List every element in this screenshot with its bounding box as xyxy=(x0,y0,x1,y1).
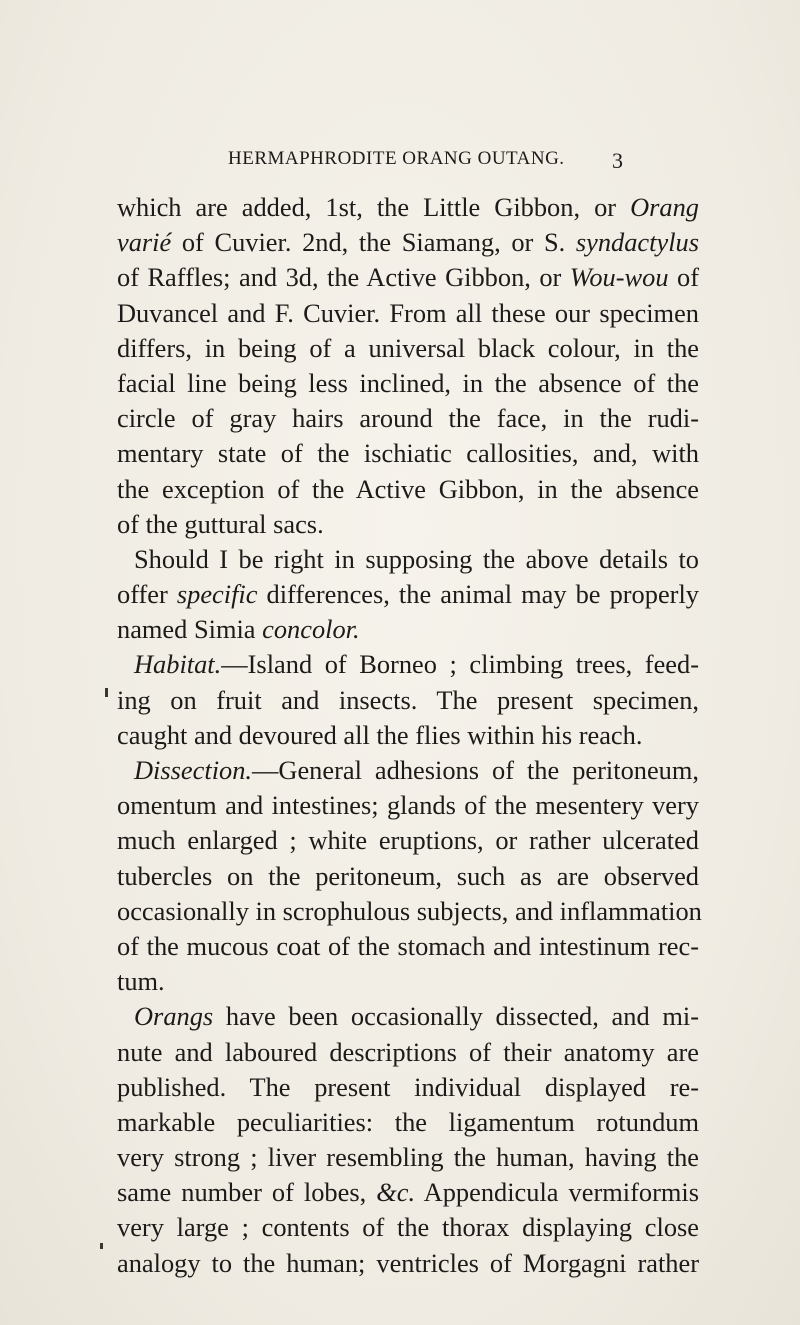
text-line: analogy to the human; ventricles of Morgagni rather xyxy=(117,1247,699,1278)
text-line: nute and laboured descriptions of their anatomy are xyxy=(117,1036,699,1067)
text-line: Habitat.—Island of Borneo ; climbing trees, feed- xyxy=(134,649,699,680)
text-line: of the guttural sacs. xyxy=(117,508,324,539)
text-line: Orangs have been occasionally dissected, and mi- xyxy=(134,1001,699,1032)
text-line: which are added, 1st, the Little Gibbon, or Orang xyxy=(117,192,699,222)
text-line: tum. xyxy=(117,966,165,997)
text-line: same number of lobes, &c. Appendicula vermiformis xyxy=(117,1177,699,1208)
text-line: published. The present individual displayed re- xyxy=(117,1071,699,1102)
text-line: varié of Cuvier. 2nd, the Siamang, or S. syndactylus xyxy=(117,227,699,258)
text-line: circle of gray hairs around the face, in the rudi- xyxy=(117,403,699,434)
text-line: the exception of the Active Gibbon, in the absence xyxy=(117,473,699,504)
text-line: much enlarged ; white eruptions, or rather ulcerated xyxy=(117,825,699,856)
text-line: omentum and intestines; glands of the mesentery very xyxy=(117,790,699,821)
text-line: markable peculiarities: the ligamentum rotundum xyxy=(117,1106,699,1137)
page-number: 3 xyxy=(612,148,624,173)
text-line: ing on fruit and insects. The present specimen, xyxy=(117,684,699,715)
text-line: very strong ; liver resembling the human, having the xyxy=(117,1142,699,1173)
text-line: offer specific differences, the animal may be properly xyxy=(117,579,699,610)
text-line: Duvancel and F. Cuvier. From all these our specimen xyxy=(117,297,699,328)
text-line: caught and devoured all the flies within his reach. xyxy=(117,719,643,750)
text-line: tubercles on the peritoneum, such as are observed xyxy=(117,860,699,891)
text-line: facial line being less inclined, in the absence of the xyxy=(117,367,699,398)
text-line: of the mucous coat of the stomach and intestinum rec- xyxy=(117,930,699,961)
text-line: mentary state of the ischiatic callosities, and, with xyxy=(117,438,699,469)
text-line: occasionally in scrophulous subjects, and inflammation xyxy=(117,895,702,926)
text-line: very large ; contents of the thorax displaying close xyxy=(117,1212,699,1243)
text-line: differs, in being of a universal black colour, in the xyxy=(117,332,699,363)
text-line: Dissection.—General adhesions of the peritoneum, xyxy=(134,755,699,785)
text-line: Should I be right in supposing the above details to xyxy=(134,543,699,574)
text-line: of Raffles; and 3d, the Active Gibbon, or Wou-wou of xyxy=(117,262,699,293)
text-line: named Simia concolor. xyxy=(117,614,360,645)
page-blemish xyxy=(105,688,108,697)
page-blemish xyxy=(100,1243,103,1249)
running-title: HERMAPHRODITE ORANG OUTANG. xyxy=(228,148,565,169)
body-text xyxy=(117,190,702,1281)
